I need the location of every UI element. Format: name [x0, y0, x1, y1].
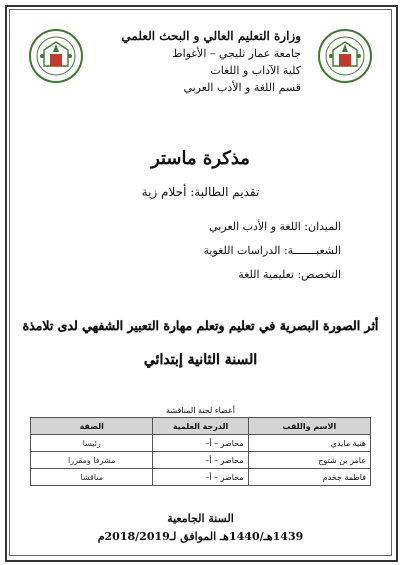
- table-row: [31, 469, 371, 486]
- jury-member-rank: محاضر – أ–: [153, 435, 248, 452]
- academic-year-label: السنة الجامعية: [167, 512, 234, 525]
- jury-table: [30, 417, 371, 486]
- document-title: مذكرة ماستر: [151, 148, 250, 169]
- academic-year-dates: 1439هـ/1440هـ الموافق لـ2018/2019م: [97, 530, 304, 543]
- department-name: قسم اللغة و الأدب العربي: [183, 81, 301, 94]
- field-label: الميدان: اللغة و الأدب العربي: [209, 220, 341, 233]
- ministry-name: وزارة التعليم العالي و البحث العلمي: [121, 29, 301, 43]
- column-header-role: الصفة: [31, 418, 153, 435]
- jury-member-role: رئيسا: [31, 435, 153, 452]
- branch-label: الشعبـــــــة: الدراسات اللغوية: [203, 244, 341, 257]
- column-header-rank: الدرجة العلمية: [153, 418, 248, 435]
- university-name: جامعة عمار ثليجي – الأغواط: [172, 47, 301, 60]
- column-header-name: الاسم واللقب: [248, 418, 370, 435]
- university-logo-icon: [28, 28, 84, 84]
- student-name: تقديم الطالبة: أحلام زية: [141, 185, 260, 199]
- jury-title: أعضاء لجنة المناقشة: [166, 406, 235, 415]
- jury-member-role: مناقشا: [31, 469, 153, 486]
- institution-header: [101, 28, 301, 96]
- table-header-row: [31, 418, 371, 435]
- thesis-title-line2: السنة الثانية إبتدائي: [143, 352, 258, 368]
- thesis-title: [20, 312, 381, 374]
- specialty-label: التخصص: تعليمية اللغة: [238, 268, 341, 281]
- faculty-name: كلية الآداب و اللغات: [210, 64, 301, 77]
- jury-member-role: مشرفا ومقررا: [31, 452, 153, 469]
- jury-member-name: عامر بن شتوح: [248, 452, 370, 469]
- jury-member-rank: محاضر – أ–: [153, 469, 248, 486]
- table-row: [31, 435, 371, 452]
- jury-member-name: هنية مايدي: [248, 435, 370, 452]
- table-row: [31, 452, 371, 469]
- thesis-title-line1: أثر الصورة البصرية في تعليم وتعلم مهارة التعبير الشفهي لدى تلامذة: [22, 318, 379, 333]
- jury-member-name: فاطمة جخدم: [248, 469, 370, 486]
- university-logo-icon: [317, 28, 373, 84]
- jury-member-rank: محاضر – أ–: [153, 452, 248, 469]
